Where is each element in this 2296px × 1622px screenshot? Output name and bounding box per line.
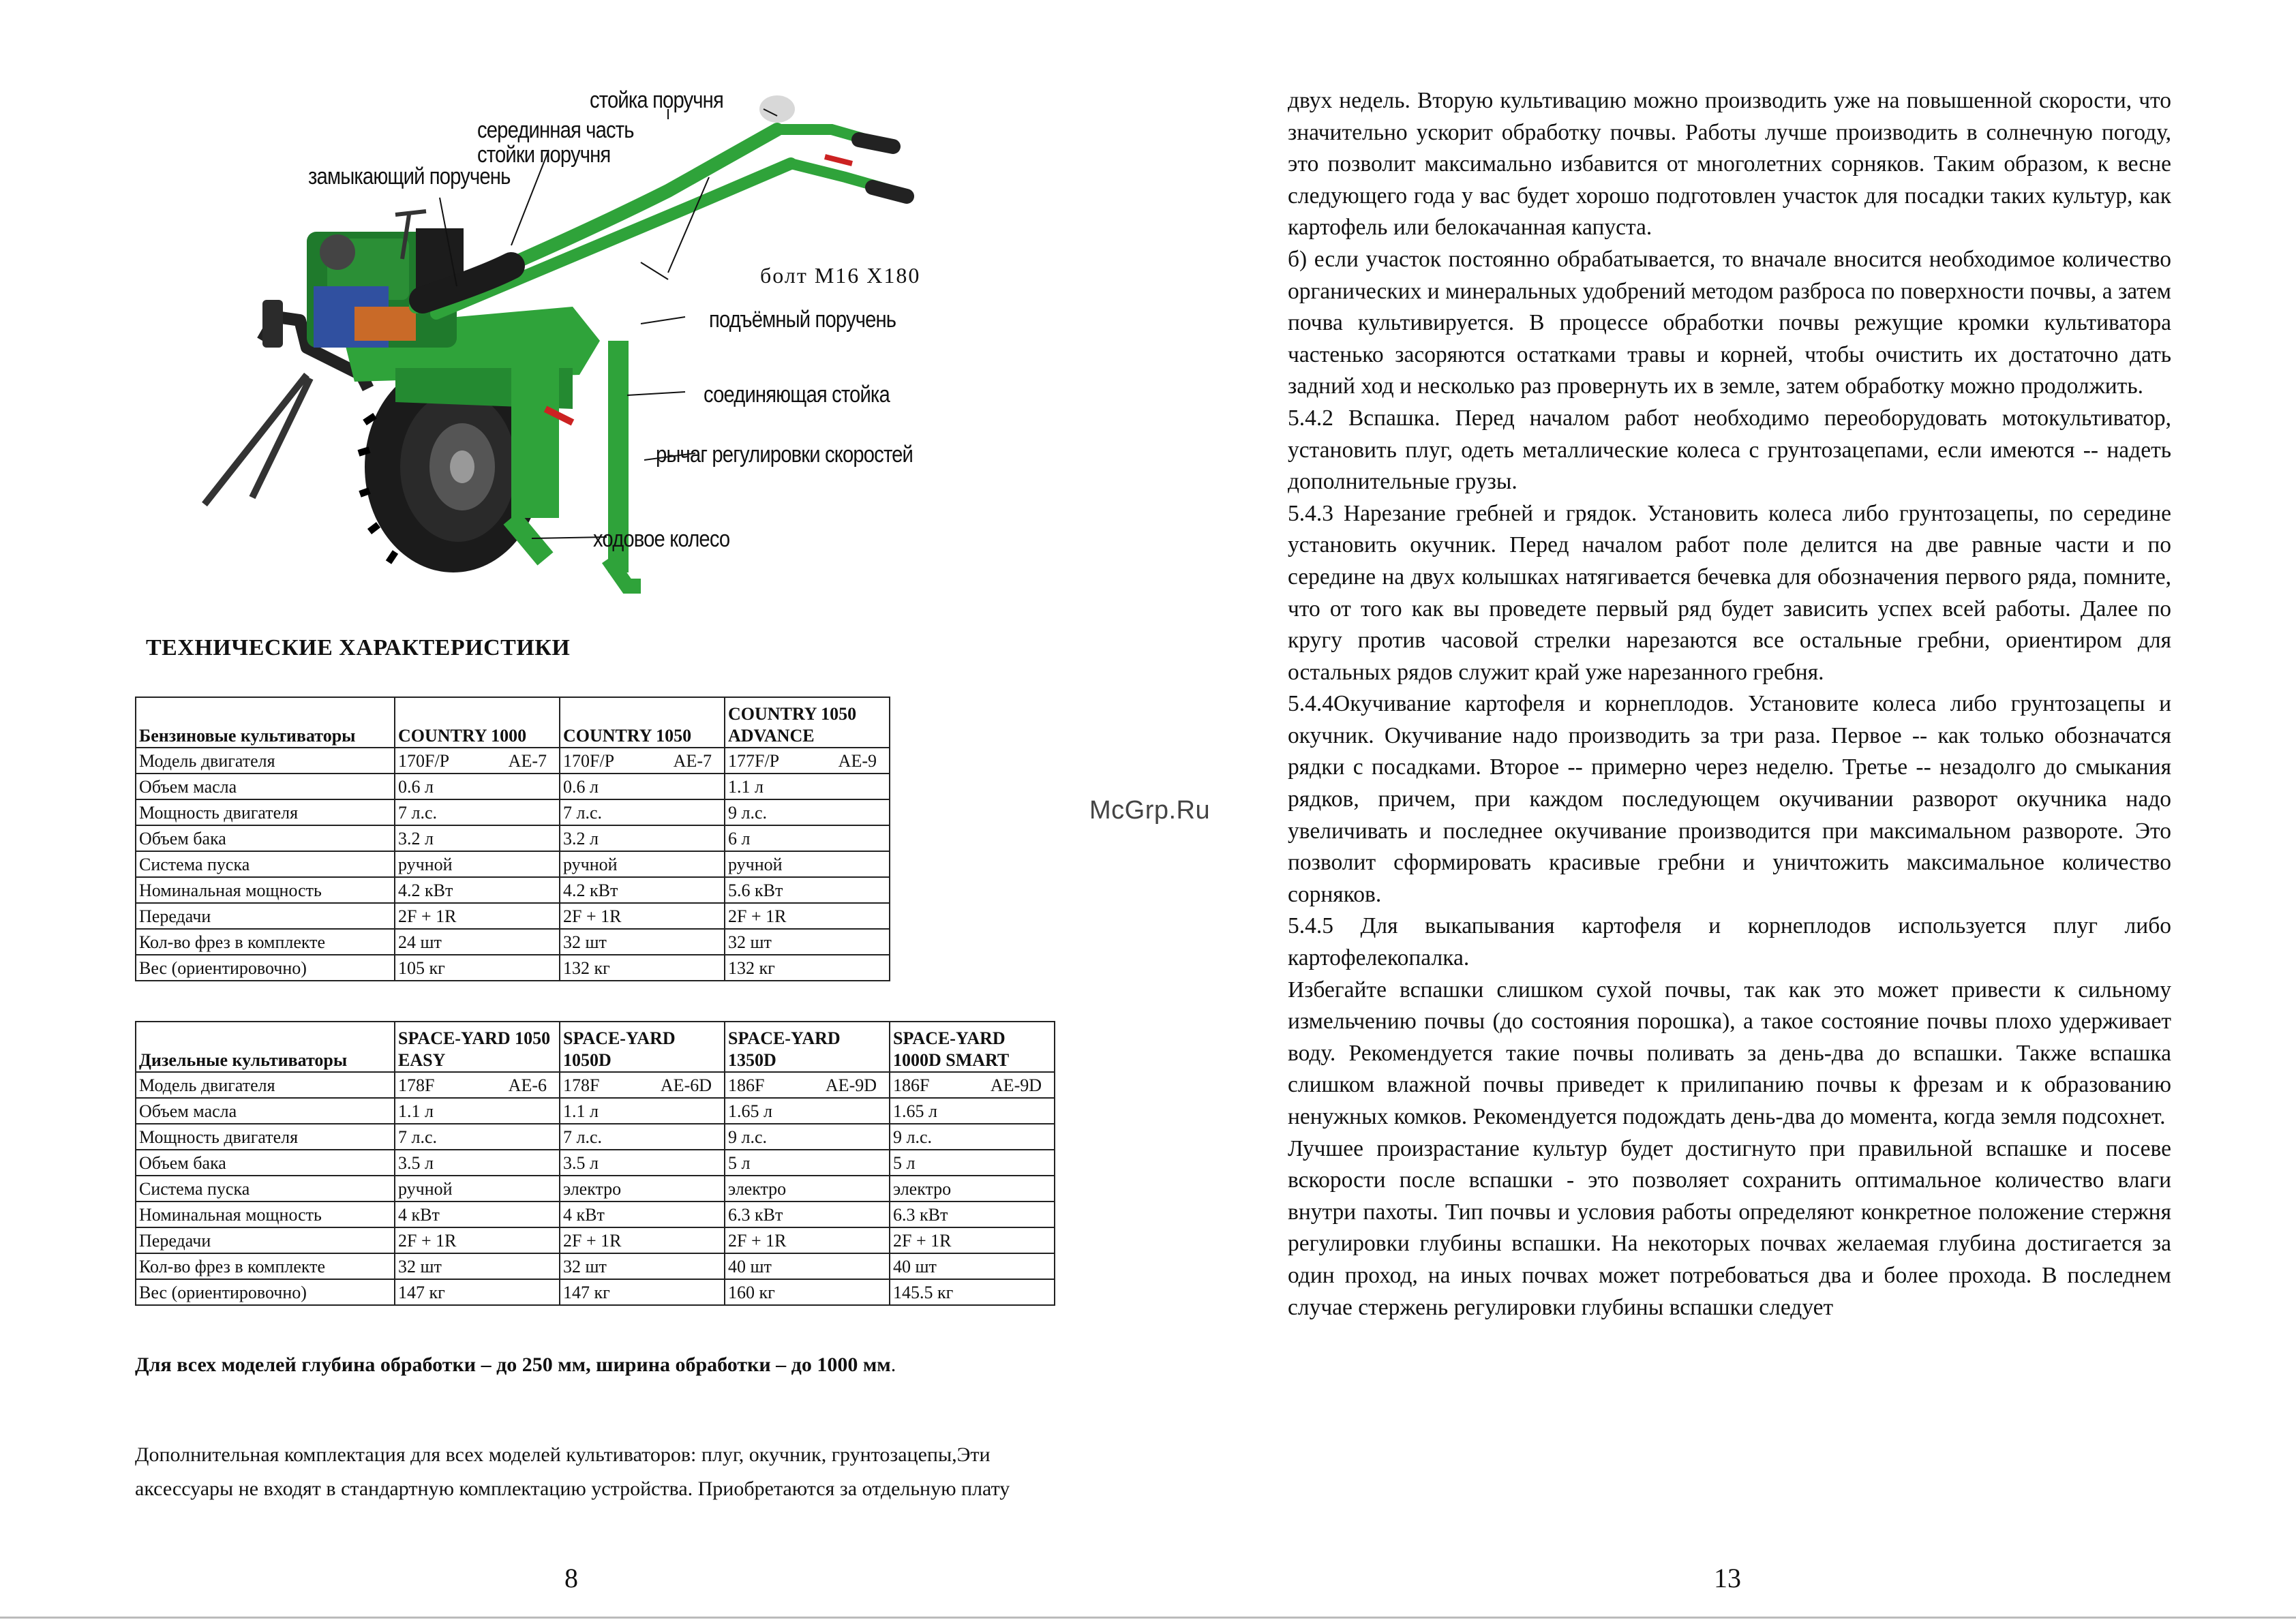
diesel-spec-table <box>135 1021 1055 1306</box>
cultivator-diagram <box>191 82 968 600</box>
petrol-spec-table <box>135 697 890 981</box>
table-cell: 2F + 1R <box>890 1227 1055 1253</box>
engine-code: 186F <box>893 1075 930 1095</box>
right-page <box>1148 0 2296 1622</box>
table-cell: 3.2 л <box>560 825 725 851</box>
engine-model-value <box>728 1074 886 1097</box>
table-cell: ручной <box>395 851 560 877</box>
table-cell: Номинальная мощность <box>136 1202 395 1227</box>
table-row <box>136 748 890 774</box>
table-cell: Передачи <box>136 903 395 929</box>
table-cell: 3.5 л <box>560 1150 725 1176</box>
table-cell <box>395 1072 560 1098</box>
table-cell: 24 шт <box>395 929 560 955</box>
table-cell: 2F + 1R <box>725 903 890 929</box>
table-header-row <box>136 1022 1055 1072</box>
engine-code: 170F/P <box>398 751 450 771</box>
table-cell: Мощность двигателя <box>136 799 395 825</box>
table-header-cell: COUNTRY 1000 <box>395 697 560 748</box>
watermark: McGrp.Ru <box>1089 796 1211 825</box>
table-cell: 5 л <box>890 1150 1055 1176</box>
engine-model-value <box>563 750 721 773</box>
table-header-cell: Бензиновые культиваторы <box>136 697 395 748</box>
table-cell: Кол-во фрез в комплекте <box>136 1253 395 1279</box>
table-cell: 40 шт <box>725 1253 890 1279</box>
table-row <box>136 1176 1055 1202</box>
engine-type: AE-6 <box>508 1075 547 1095</box>
table-row <box>136 1253 1055 1279</box>
table-cell: 4.2 кВт <box>395 877 560 903</box>
table-cell: Система пуска <box>136 851 395 877</box>
label-soedinyayushchaya: соединяющая стойка <box>704 382 890 408</box>
table-row <box>136 825 890 851</box>
page-number-left: 8 <box>564 1563 578 1593</box>
engine-model-value <box>398 1074 556 1097</box>
engine-type: AE-6D <box>660 1075 712 1095</box>
engine-model-value <box>398 750 556 773</box>
table-cell: электро <box>890 1176 1055 1202</box>
table-row <box>136 774 890 799</box>
table-cell: 4 кВт <box>560 1202 725 1227</box>
table-cell: 2F + 1R <box>395 1227 560 1253</box>
table-cell <box>395 748 560 774</box>
table-cell: 9 л.с. <box>725 1124 890 1150</box>
table-cell: электро <box>725 1176 890 1202</box>
table-row <box>136 1072 1055 1098</box>
table-cell: 3.5 л <box>395 1150 560 1176</box>
table-cell <box>890 1072 1055 1098</box>
table-row <box>136 1227 1055 1253</box>
table-cell: 9 л.с. <box>890 1124 1055 1150</box>
engine-code: 177F/P <box>728 751 780 771</box>
table-cell: электро <box>560 1176 725 1202</box>
table-cell: Кол-во фрез в комплекте <box>136 929 395 955</box>
table-cell: Вес (ориентировочно) <box>136 955 395 981</box>
table-cell: 105 кг <box>395 955 560 981</box>
table-header-cell: SPACE-YARD 1050 EASY <box>395 1022 560 1072</box>
table-cell: Объем масла <box>136 1098 395 1124</box>
table-row <box>136 799 890 825</box>
engine-type: AE-7 <box>508 751 547 771</box>
table-cell: 132 кг <box>725 955 890 981</box>
label-bolt: болт М16 Х180 <box>760 263 921 288</box>
bottom-rule <box>0 1617 2296 1619</box>
paragraph: 5.4.2 Вспашка. Перед началом работ необходимо переоборудовать мотокультиватор, установить плуг, одеть металлические колеса с грунтозацепами, если имеются -- надеть дополнительные грузы. <box>1288 405 2171 495</box>
table-cell: 0.6 л <box>560 774 725 799</box>
table-cell: 2F + 1R <box>560 1227 725 1253</box>
engine-type: AE-7 <box>673 751 712 771</box>
table-cell: 1.65 л <box>890 1098 1055 1124</box>
table-cell: Система пуска <box>136 1176 395 1202</box>
label-stoyka: стойка поручня <box>590 87 723 113</box>
paragraph: б) если участок постоянно обрабатывается, то вначале вносится необходимое количество органических и минеральных удобрений методом разброса по поверхности почвы, а затем почва культивируется. В процессе обработки почвы режущие кромки культиватора частенько засоряются остатками травы и корней, чтобы очистить их достаточно дать задний ход и несколько раз провернуть их в земле, затем обработку можно продолжить. <box>1288 246 2171 399</box>
table-cell <box>560 748 725 774</box>
table-cell: 6.3 кВт <box>725 1202 890 1227</box>
label-rychag: рычаг регулировки скоростей <box>656 442 913 468</box>
table-cell: 1.1 л <box>725 774 890 799</box>
body-text <box>1288 85 2171 1323</box>
paragraph: двух недель. Вторую культивацию можно производить уже на повышенной скорости, что значительно ускорит обработку почвы. Работы лучше производить в солнечную погоду, это позволит максимально избавится от многолетних сорняков. Таким образом, к весне следующего года у вас будет хорошо подготовлен участок для посадки таких культур, как картофель или белокачанная капуста. <box>1288 88 2171 241</box>
paragraph: 5.4.3 Нарезание гребней и грядок. Установить колеса либо грунтозацепы, по середине установить окучник. Перед началом работ поле делится на две равные части и по середине на двух колышках натягивается бечевка для обозначения первого ряда, помните, что от того как вы проведете первый ряд будет зависить успех всей работы. Далее по кругу против часовой стрелки нарезаются все остальные гребни, ориентиром для остальных рядов служит край уже нарезанного гребня. <box>1288 500 2171 685</box>
depth-width-text: Для всех моделей глубина обработки – до 250 мм, ширина обработки – до 1000 мм <box>135 1353 891 1376</box>
table-cell <box>725 1072 890 1098</box>
table-cell: 1.1 л <box>560 1098 725 1124</box>
table-row <box>136 1279 1055 1305</box>
depth-width-note <box>135 1349 1014 1381</box>
table-cell: 4.2 кВт <box>560 877 725 903</box>
table-cell: 9 л.с. <box>725 799 890 825</box>
label-podyemny: подъёмный поручень <box>709 307 896 333</box>
table-cell: 1.1 л <box>395 1098 560 1124</box>
table-cell: Передачи <box>136 1227 395 1253</box>
table-cell: 6.3 кВт <box>890 1202 1055 1227</box>
table-row <box>136 877 890 903</box>
paragraph: 5.4.5 Для выкапывания картофеля и корнеплодов используется плуг либо картофелекопалка. <box>1288 913 2171 971</box>
table-cell: Мощность двигателя <box>136 1124 395 1150</box>
label-zamykayushchiy: замыкающий поручень <box>308 164 511 189</box>
table-cell: 2F + 1R <box>725 1227 890 1253</box>
engine-type: AE-9D <box>990 1075 1042 1095</box>
table-cell: 3.2 л <box>395 825 560 851</box>
table-cell: 0.6 л <box>395 774 560 799</box>
table-cell <box>560 1072 725 1098</box>
paragraph: Избегайте вспашки слишком сухой почвы, так как это может привести к сильному измельчению почвы (до состояния порошка), а такое состояние почвы плохо удерживает воду. Рекомендуется такие почвы поливать за день-два до вспашки. Также вспашка слишком влажной почвы приведет к прилипанию почвы к фрезам и к образованию ненужных комков. Рекомендуется подождать день-два до момента, когда земля подсохнет. <box>1288 977 2171 1129</box>
engine-code: 170F/P <box>563 751 615 771</box>
engine-code: 178F <box>563 1075 600 1095</box>
table-cell: 32 шт <box>395 1253 560 1279</box>
table-cell: 40 шт <box>890 1253 1055 1279</box>
engine-model-value <box>893 1074 1051 1097</box>
engine-code: 186F <box>728 1075 765 1095</box>
table-cell: ручной <box>725 851 890 877</box>
table-cell: Вес (ориентировочно) <box>136 1279 395 1305</box>
paragraph: 5.4.4Окучивание картофеля и корнеплодов. Установите колеса либо грунтозацепы и окучник. Окучивание надо производить за три раза. Первое -- как только обозначатся рядки с посадками. Второе -- примерно через неделю. Третье -- незадолго до смыкания рядков, причем, при каждом последующем окучивании разворот окучника надо увеличивать и последнее окучивание производится при максимальном развороте. Это позволит сформировать красивые гребни и уничтожить максимальное количество сорняков. <box>1288 691 2171 907</box>
table-header-cell: SPACE-YARD 1350D <box>725 1022 890 1072</box>
engine-type: AE-9D <box>825 1075 877 1095</box>
table-cell: Модель двигателя <box>136 748 395 774</box>
table-cell: Объем масла <box>136 774 395 799</box>
table-row <box>136 851 890 877</box>
table-row <box>136 955 890 981</box>
table-cell: 7 л.с. <box>560 1124 725 1150</box>
table-row <box>136 1098 1055 1124</box>
table-cell: 7 л.с. <box>395 1124 560 1150</box>
table-cell: 4 кВт <box>395 1202 560 1227</box>
table-cell: 5 л <box>725 1150 890 1176</box>
table-header-cell: Дизельные культиваторы <box>136 1022 395 1072</box>
table-row <box>136 1202 1055 1227</box>
section-title: ТЕХНИЧЕСКИЕ ХАРАКТЕРИСТИКИ <box>146 635 571 660</box>
table-cell: 5.6 кВт <box>725 877 890 903</box>
table-header-cell: COUNTRY 1050 <box>560 697 725 748</box>
table-cell: 147 кг <box>395 1279 560 1305</box>
table-cell: 7 л.с. <box>395 799 560 825</box>
table-cell: 32 шт <box>560 929 725 955</box>
table-header-cell: SPACE-YARD 1050D <box>560 1022 725 1072</box>
table-cell: 147 кг <box>560 1279 725 1305</box>
table-cell: 132 кг <box>560 955 725 981</box>
table-header-cell: SPACE-YARD 1000D SMART <box>890 1022 1055 1072</box>
table-cell: Модель двигателя <box>136 1072 395 1098</box>
engine-model-value <box>563 1074 721 1097</box>
paragraph: Лучшее произрастание культур будет достигнуто при правильной вспашке и посеве вскорости после вспашки - это позволяет сохранить оптимальное количество влаги внутри пахоты. Тип почвы и условия работы определяют конкретное положение стержня регулировки глубины вспашки. На некоторых почвах желаемая глубина достигается за один проход, на иных почвах может потребоваться два и более прохода. В последнем случае стержень регулировки глубины вспашки следует <box>1288 1135 2171 1320</box>
engine-code: 178F <box>398 1075 435 1095</box>
table-cell: 1.65 л <box>725 1098 890 1124</box>
table-cell <box>725 748 890 774</box>
table-cell: 6 л <box>725 825 890 851</box>
depth-width-period: . <box>890 1353 896 1376</box>
table-cell: 2F + 1R <box>560 903 725 929</box>
table-header-cell: COUNTRY 1050 ADVANCE <box>725 697 890 748</box>
table-cell: 32 шт <box>725 929 890 955</box>
table-cell: Объем бака <box>136 825 395 851</box>
table-row <box>136 929 890 955</box>
table-cell: 145.5 кг <box>890 1279 1055 1305</box>
table-row <box>136 1124 1055 1150</box>
accessories-note: Дополнительная комплектация для всех моделей культиваторов: плуг, окучник, грунтозацепы,Эти аксессуары не входят в стандартную комплектацию устройства. Приобретаются за отдельную плату <box>135 1443 1010 1500</box>
table-cell: 7 л.с. <box>560 799 725 825</box>
label-khodovoe: ходовое колесо <box>593 526 730 552</box>
table-row <box>136 903 890 929</box>
table-cell: 2F + 1R <box>395 903 560 929</box>
table-cell: Номинальная мощность <box>136 877 395 903</box>
table-cell: Объем бака <box>136 1150 395 1176</box>
table-row <box>136 1150 1055 1176</box>
table-cell: ручной <box>395 1176 560 1202</box>
table-cell: 160 кг <box>725 1279 890 1305</box>
table-cell: 32 шт <box>560 1253 725 1279</box>
page-number-right: 13 <box>1714 1563 1741 1593</box>
engine-type: AE-9 <box>838 751 877 771</box>
table-header-row <box>136 697 890 748</box>
label-seredina-1: серединная часть <box>477 117 634 143</box>
engine-model-value <box>728 750 886 773</box>
table-cell: ручной <box>560 851 725 877</box>
label-seredina-2: стойки поручня <box>477 142 611 168</box>
